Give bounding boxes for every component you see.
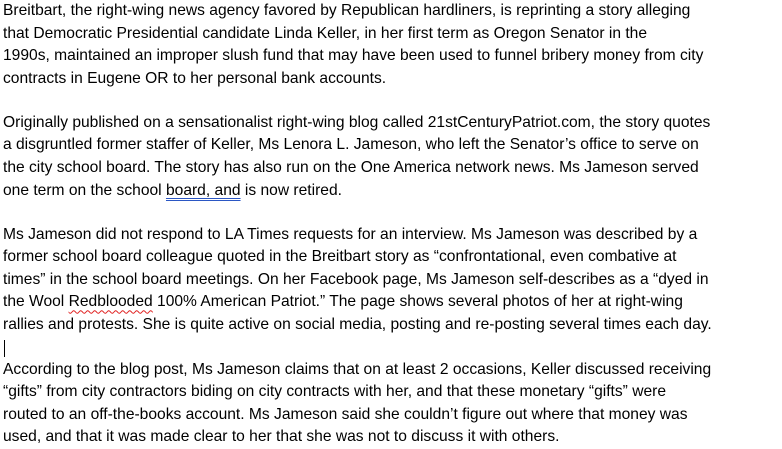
text-line: routed to an off-the-books account. Ms Jameson said she couldn’t figure out where that money was: [3, 405, 688, 423]
text-line: used, and that it was made clear to her that she was not to discuss it with others.: [3, 428, 560, 446]
text-line: contracts in Eugene OR to her personal bank accounts.: [3, 69, 387, 87]
paragraph-3: [3, 224, 779, 337]
paragraph-1: [3, 0, 779, 90]
text-line: times” in the school board meetings. On her Facebook page, Ms Jameson self-describes as a “dyed in: [3, 270, 709, 288]
text-line: Breitbart, the right-wing news agency favored by Republican hardliners, is reprinting a story alleging: [3, 2, 691, 19]
text-run: is now retired.: [240, 181, 342, 199]
text-run: 100% American Patriot.” The page shows several photos of her at right-wing: [152, 293, 683, 311]
grammar-flag[interactable]: board, and: [165, 181, 241, 199]
text-cursor: [4, 340, 5, 357]
text-line: rallies and protests. She is quite active on social media, posting and re-posting several times each day.: [3, 315, 712, 333]
document-body[interactable]: [3, 0, 779, 449]
text-run: one term on the school: [3, 181, 166, 199]
text-run: the Wool: [3, 293, 69, 311]
text-line: the city school board. The story has also run on the One America network news. Ms Jameson served: [3, 158, 699, 176]
text-line: that Democratic Presidential candidate Linda Keller, in her first term as Oregon Senator in the: [3, 24, 648, 42]
empty-line[interactable]: [3, 337, 779, 359]
text-line: [3, 180, 779, 203]
text-line: former school board colleague quoted in the Breitbart story as “confrontational, even combative at: [3, 248, 677, 266]
text-line: According to the blog post, Ms Jameson claims that on at least 2 occasions, Keller discussed receiving: [3, 360, 712, 378]
paragraph-gap: [3, 90, 779, 111]
text-line: Ms Jameson did not respond to LA Times requests for an interview. Ms Jameson was described by a: [3, 225, 698, 243]
text-line: 1990s, maintained an improper slush fund that may have been used to funnel bribery money from city: [3, 47, 704, 65]
spelling-flag[interactable]: Redblooded: [68, 293, 153, 311]
paragraph-4: [3, 359, 779, 449]
text-line: [3, 291, 779, 314]
text-line: “gifts” from city contractors biding on city contracts with her, and that these monetary “gifts” were: [3, 383, 667, 401]
paragraph-gap: [3, 202, 779, 223]
paragraph-2: [3, 112, 779, 202]
text-line: Originally published on a sensationalist right-wing blog called 21stCenturyPatriot.com, the story quotes: [3, 113, 711, 131]
text-line: a disgruntled former staffer of Keller, Ms Lenora L. Jameson, who left the Senator’s office to serve on: [3, 136, 699, 154]
